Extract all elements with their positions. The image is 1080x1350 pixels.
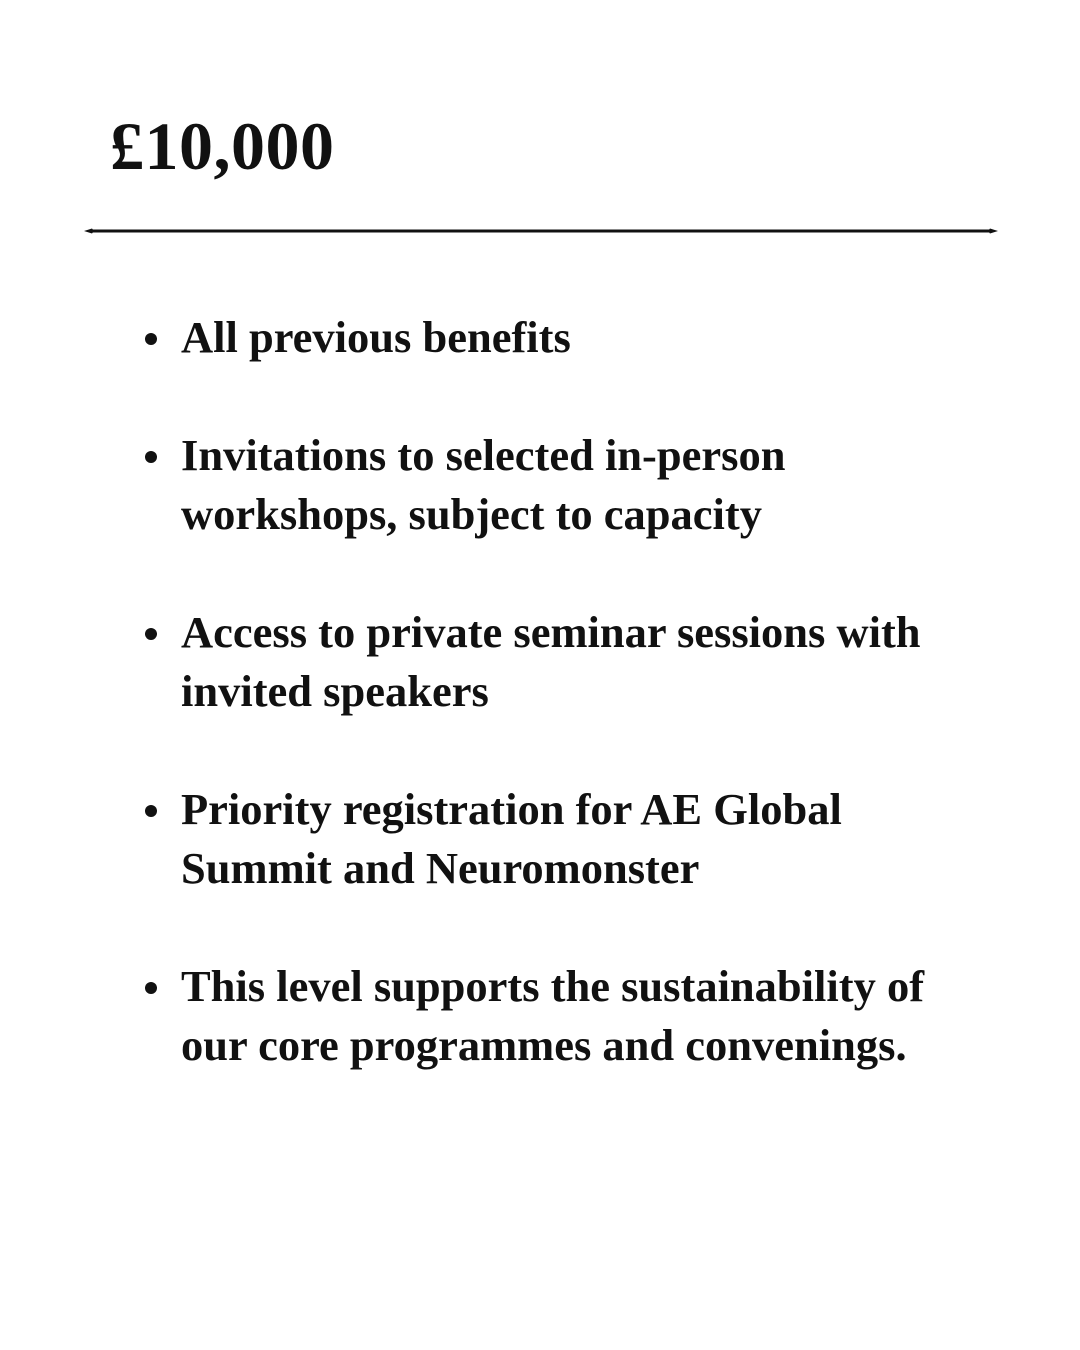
bullet-dot-icon — [145, 805, 157, 817]
bullet-dot-icon — [145, 451, 157, 463]
bullet-dot-icon — [145, 333, 157, 345]
list-item — [145, 957, 965, 1075]
benefit-text: This level supports the sustainability of our core programmes and convenings. — [181, 961, 925, 1070]
tier-price: £10,000 — [110, 108, 335, 184]
ornamental-divider-icon — [84, 224, 998, 238]
benefit-text: Access to private seminar sessions with invited speakers — [181, 607, 921, 716]
list-item — [145, 603, 965, 721]
benefit-text: Invitations to selected in-person workshops, subject to capacity — [181, 430, 786, 539]
bullet-dot-icon — [145, 628, 157, 640]
list-item — [145, 426, 965, 544]
list-item — [145, 308, 965, 367]
benefits-list — [145, 308, 965, 1134]
bullet-dot-icon — [145, 982, 157, 994]
list-item — [145, 780, 965, 898]
benefit-text: All previous benefits — [181, 312, 571, 362]
benefit-text: Priority registration for AE Global Summit and Neuromonster — [181, 784, 842, 893]
